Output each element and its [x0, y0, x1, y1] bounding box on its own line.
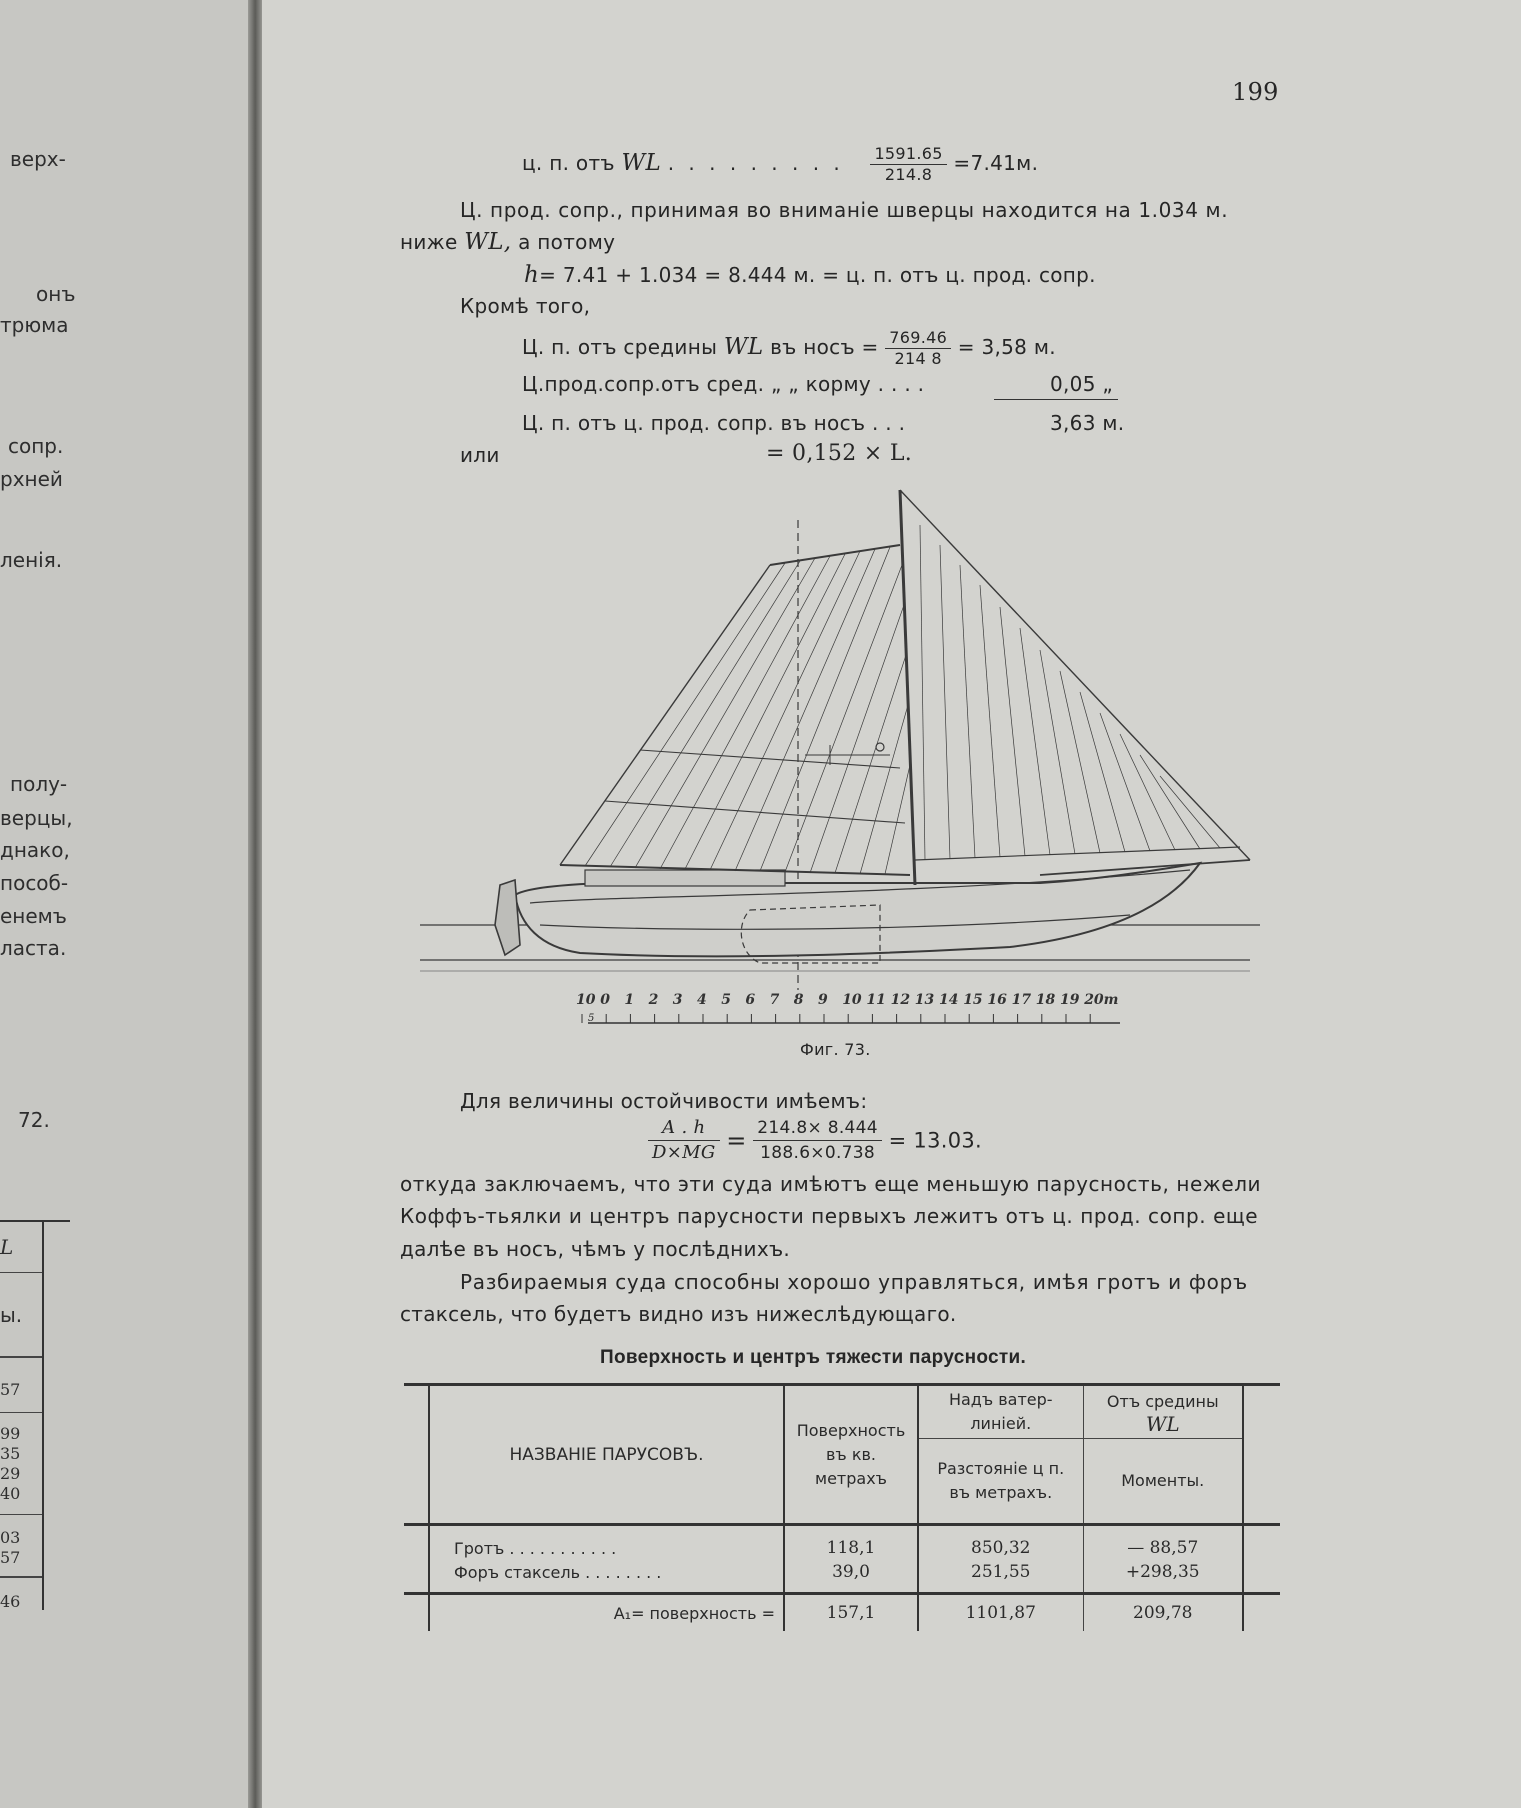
body-text-line: стаксель, что будетъ видно изъ нижеслѣдующаго.: [400, 1302, 957, 1326]
scale-label: 10: [576, 992, 596, 1008]
sail-area-table: [404, 1383, 1280, 1631]
figure-sailboat-drawing: [410, 485, 1270, 1050]
total-area: 157,1: [784, 1594, 918, 1632]
scale-label: 7: [769, 992, 780, 1008]
table-margin-cell: [1243, 1385, 1280, 1525]
h-symbol: h: [524, 262, 540, 288]
left-table-number: 03: [0, 1528, 21, 1547]
left-table-rule: [0, 1412, 42, 1413]
left-table-rule: [0, 1514, 42, 1515]
total-distance: 1101,87: [918, 1594, 1083, 1632]
fraction-denominator: D×MG: [652, 1142, 716, 1163]
left-page-text: енемъ: [0, 904, 67, 928]
fraction-numerator: 769.46: [885, 328, 951, 349]
rudder: [495, 880, 520, 955]
equation-cp-from-middle: [522, 328, 1056, 369]
left-page-text: пособ-: [0, 871, 69, 895]
sail-name: Форъ стаксель . . . . . . . .: [429, 1560, 784, 1594]
left-table-rule: [0, 1576, 42, 1578]
table-row: [404, 1525, 1280, 1561]
scale-label: 20m: [1084, 992, 1119, 1008]
equals-sign: =: [726, 1126, 747, 1155]
sail-distance: 251,55: [918, 1560, 1083, 1594]
equation-cp-from-lateral: Ц. п. отъ ц. прод. сопр. въ носъ . . .: [522, 411, 906, 435]
left-page-fragment: [0, 0, 252, 1808]
equation-stability: [648, 1116, 982, 1165]
equation-value: 3,63 м.: [1050, 411, 1125, 435]
left-page-text: ленія.: [0, 548, 63, 572]
table-margin-cell: [404, 1560, 429, 1594]
body-text-line: Разбираемыя суда способны хорошо управляться, имѣя гротъ и форъ: [460, 1270, 1248, 1294]
table-margin-cell: [1243, 1525, 1280, 1561]
left-page-text: ы.: [0, 1303, 23, 1327]
left-table-number: 29: [0, 1464, 21, 1483]
left-page-text: верцы,: [0, 806, 73, 830]
header-distance: Разстояніе ц п. въ метрахъ.: [918, 1439, 1083, 1525]
left-table-number: 40: [0, 1484, 21, 1503]
equation-value: 0,05 „: [1050, 372, 1114, 396]
staysail-foot: [915, 847, 1240, 860]
left-table-number: 57: [0, 1380, 21, 1399]
body-text-line: или: [460, 443, 500, 467]
scale-label: 18: [1035, 992, 1056, 1008]
body-text-line: далѣе въ носъ, чѣмъ у послѣднихъ.: [400, 1237, 791, 1261]
scale-label: 10: [842, 992, 862, 1008]
scale-label: 1: [624, 992, 635, 1008]
table-margin-cell: [1243, 1594, 1280, 1632]
body-text-line: откуда заключаемъ, что эти суда имѣютъ еще меньшую парусность, нежели: [400, 1172, 1262, 1196]
total-moment: 209,78: [1083, 1594, 1243, 1632]
header-from-middle: [1083, 1385, 1243, 1439]
scale-label: 5: [721, 992, 731, 1008]
fraction-numerator: 1591.65: [870, 144, 946, 165]
scale-label: 16: [987, 992, 1007, 1008]
fraction: [885, 328, 951, 369]
sail-moment: +298,35: [1083, 1560, 1243, 1594]
wl-symbol: WL: [1145, 1412, 1180, 1436]
equation-result: = 13.03.: [888, 1128, 983, 1153]
wl-symbol: WL: [723, 334, 764, 360]
left-page-text: сопр.: [8, 434, 64, 458]
scale-label: 6: [745, 992, 756, 1008]
mainsail-leech: [560, 565, 770, 865]
left-table-number: 35: [0, 1444, 21, 1463]
wl-symbol: WL: [621, 150, 662, 176]
scale-label: 12: [890, 992, 911, 1008]
left-table-number: 99: [0, 1424, 21, 1443]
left-page-text: верх-: [10, 147, 66, 171]
figure-caption: Фиг. 73.: [800, 1040, 871, 1059]
sail-name: Гротъ . . . . . . . . . . .: [429, 1525, 784, 1561]
left-table-number: 46: [0, 1592, 21, 1611]
table-total-row: [404, 1594, 1280, 1632]
left-table-rule: [0, 1220, 70, 1222]
fraction: [870, 144, 946, 185]
equation-body: = 7.41 + 1.034 = 8.444 м. = ц. п. отъ ц. прод. сопр.: [539, 263, 1096, 287]
body-text-line: Кромѣ того,: [460, 294, 591, 318]
table-row: [404, 1560, 1280, 1594]
left-page-text: полу-: [10, 772, 68, 796]
body-text-line: Ц. прод. сопр., принимая во вниманіе шверцы находится на 1.034 м.: [460, 198, 1229, 222]
equation-result: =7.41м.: [953, 151, 1039, 175]
left-page-text: днако,: [0, 838, 70, 862]
fraction-numerator: A . h: [648, 1116, 720, 1141]
forestay: [900, 490, 1250, 860]
cabin: [585, 870, 785, 886]
scale-label: 8: [793, 992, 804, 1008]
page-number: 199: [1232, 78, 1279, 106]
header-sail-name: НАЗВАНІЕ ПАРУСОВЪ.: [429, 1385, 784, 1525]
body-text-line: [400, 229, 615, 255]
fraction-denominator: 214.8: [884, 165, 933, 184]
header-from-middle-label: Отъ средины: [1106, 1392, 1219, 1411]
body-text-line: Для величины остойчивости имѣемъ:: [460, 1089, 868, 1113]
scale-label: 15: [963, 992, 983, 1008]
equation-label: Ц. п. отъ средины: [522, 335, 718, 359]
left-page-text: L: [0, 1235, 14, 1259]
left-page-text: рхней: [0, 467, 63, 491]
fraction-numerator: 214.8× 8.444: [753, 1116, 882, 1141]
fraction: [753, 1116, 882, 1165]
left-table-rule: [0, 1356, 42, 1358]
scale-label: 14: [939, 992, 959, 1008]
reef-line: [605, 801, 905, 823]
sum-rule: [994, 399, 1118, 400]
reef-line: [640, 750, 900, 768]
header-area: Поверхность въ кв. метрахъ: [784, 1385, 918, 1525]
sail-area: 118,1: [784, 1525, 918, 1561]
scale-label: 9: [818, 992, 828, 1008]
scale-label: 0: [600, 992, 610, 1008]
scale-label: 2: [648, 992, 659, 1008]
fraction: [648, 1116, 720, 1165]
header-above-waterline: Надъ ватер- линіей.: [918, 1385, 1083, 1439]
scale-label: 13: [914, 992, 935, 1008]
left-table-number: 57: [0, 1548, 21, 1567]
table-margin-cell: [404, 1594, 429, 1632]
equation-ratio: = 0,152 × L.: [766, 441, 913, 466]
equation-label: ц. п. отъ: [522, 151, 615, 175]
equation-h: [524, 262, 1096, 288]
left-table-rule: [42, 1222, 44, 1610]
scale-label: 11: [866, 992, 886, 1008]
left-table-rule: [0, 1272, 42, 1273]
scale-label: 4: [697, 992, 707, 1008]
scale-label: 19: [1060, 992, 1080, 1008]
body-text-line: Коффъ-тьялки и центръ парусности первыхъ лежитъ отъ ц. прод. сопр. еще: [400, 1204, 1259, 1228]
equation-label: въ носъ =: [770, 335, 879, 359]
table-margin-cell: [404, 1525, 429, 1561]
staysail-cloths: [920, 525, 1220, 860]
table-margin-cell: [404, 1385, 429, 1525]
sail-distance: 850,32: [918, 1525, 1083, 1561]
table-header-row: [404, 1385, 1280, 1439]
center-point: [876, 743, 884, 751]
left-page-text: 72.: [18, 1108, 50, 1132]
equation-lateral-center: Ц.прод.сопр.отъ сред. „ „ корму . . . .: [522, 372, 925, 396]
left-page-text: трюма: [0, 313, 69, 337]
scale-label: 17: [1011, 992, 1032, 1008]
wl-symbol: WL,: [464, 229, 512, 255]
table-margin-cell: [1243, 1560, 1280, 1594]
scale-label: 3: [672, 992, 683, 1008]
left-page-text: онъ: [36, 282, 76, 306]
sail-area: 39,0: [784, 1560, 918, 1594]
fraction-denominator: 188.6×0.738: [760, 1143, 876, 1163]
table-title: Поверхность и центръ тяжести парусности.: [600, 1347, 1027, 1368]
header-moments: Моменты.: [1083, 1439, 1243, 1525]
gaff: [770, 545, 900, 565]
text-span: а потому: [518, 230, 616, 254]
equation-result: = 3,58 м.: [957, 335, 1056, 359]
text-span: ниже: [400, 230, 458, 254]
total-label: A₁= поверхность =: [429, 1594, 784, 1632]
left-page-text: ласта.: [0, 936, 67, 960]
scale-labels: [560, 990, 1140, 1020]
equation-cp-from-wl: [522, 144, 1038, 185]
sail-moment: — 88,57: [1083, 1525, 1243, 1561]
leader-dots: . . . . . . . . .: [667, 151, 844, 175]
mast: [900, 490, 915, 885]
scale-sub-label: 5: [588, 1013, 595, 1024]
fraction-denominator: 214 8: [894, 349, 942, 368]
